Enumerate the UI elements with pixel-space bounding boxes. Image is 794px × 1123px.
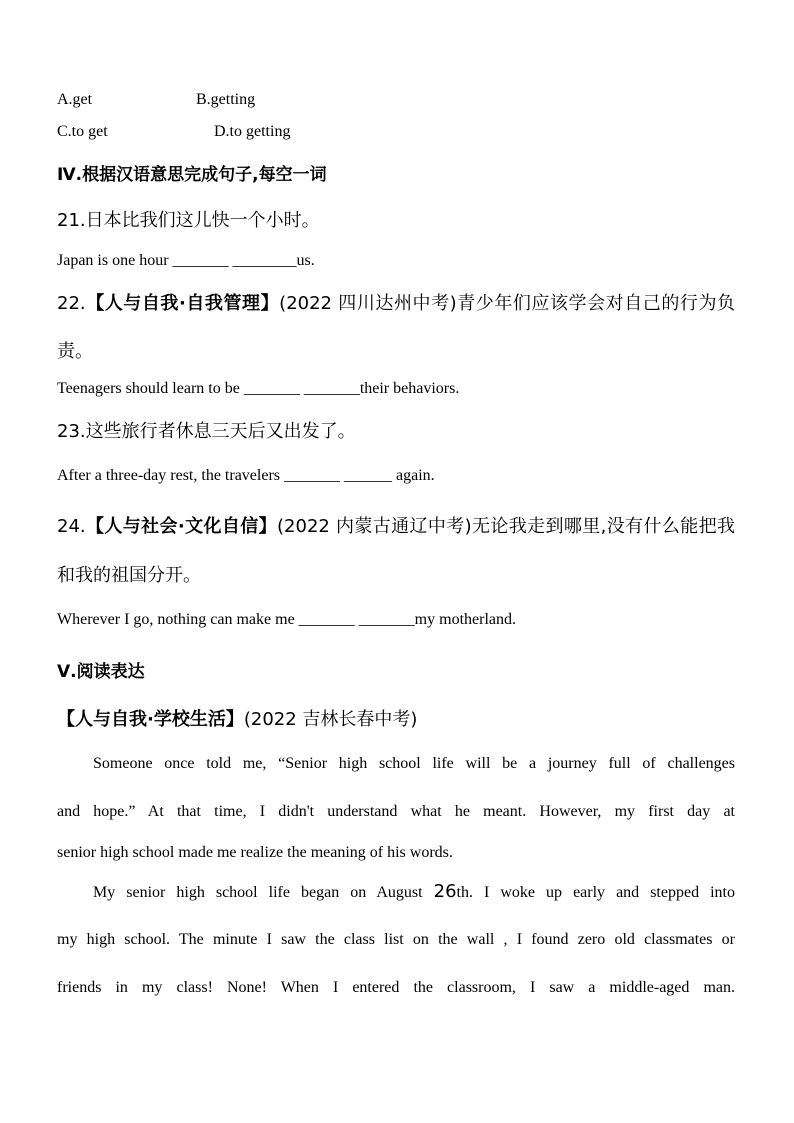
section-4-heading: Ⅳ.根据汉语意思完成句子,每空一词 [57, 165, 327, 185]
option-b: B.getting [196, 91, 256, 108]
passage-p1-line3: senior high school made me realize the meaning of his words. [57, 844, 453, 861]
passage-p2-line3: friends in my class! None! When I entered the classroom, I saw a middle-aged man. [57, 979, 735, 996]
q24-chinese-line2: 和我的祖国分开。 [57, 565, 201, 586]
q21-english: Japan is one hour _______ ________us. [57, 252, 315, 269]
option-d: D.to getting [214, 123, 291, 140]
q24-number: 24. [57, 516, 86, 537]
passage-p2-text-b: th. I woke up early and stepped into [456, 884, 735, 901]
passage-source [57, 705, 417, 731]
passage-p2-line1 [93, 881, 735, 902]
q21-chinese: 21.日本比我们这儿快一个小时。 [57, 210, 320, 231]
passage-p2-text-a: My senior high school life began on August [93, 884, 434, 901]
passage-source-text: (2022 吉林长春中考) [243, 709, 418, 730]
q24-chinese-text: (2022 内蒙古通辽中考)无论我走到哪里,没有什么能把我 [277, 516, 735, 537]
passage-theme-tag: 【人与自我·学校生活】 [57, 709, 244, 730]
q24-english: Wherever I go, nothing can make me _______ _______my motherland. [57, 611, 516, 628]
option-a: A.get [57, 91, 93, 108]
q22-chinese-text: (2022 四川达州中考)青少年们应该学会对自己的行为负 [279, 293, 735, 314]
q22-theme-tag: 【人与自我·自我管理】 [85, 293, 280, 314]
q24-theme-tag: 【人与社会·文化自信】 [85, 516, 278, 537]
passage-p2-line2: my high school. The minute I saw the class list on the wall , I found zero old classmates or [57, 931, 735, 948]
q22-chinese-line2: 责。 [57, 341, 93, 362]
option-c: C.to get [57, 123, 108, 140]
passage-p2-date-number: 26 [433, 881, 457, 902]
passage-p1-line1: Someone once told me, “Senior high school life will be a journey full of challenges [93, 755, 735, 772]
q23-english: After a three-day rest, the travelers _______ ______ again. [57, 467, 435, 484]
passage-p1-line2: and hope.” At that time, I didn't understand what he meant. However, my first day at [57, 803, 735, 820]
q22-english: Teenagers should learn to be _______ _______their behaviors. [57, 380, 460, 397]
q23-chinese: 23.这些旅行者休息三天后又出发了。 [57, 421, 356, 442]
q22-number: 22. [57, 293, 86, 314]
q24-chinese-line1 [57, 512, 735, 538]
section-5-heading: Ⅴ.阅读表达 [57, 662, 145, 682]
q22-chinese-line1 [57, 289, 735, 315]
